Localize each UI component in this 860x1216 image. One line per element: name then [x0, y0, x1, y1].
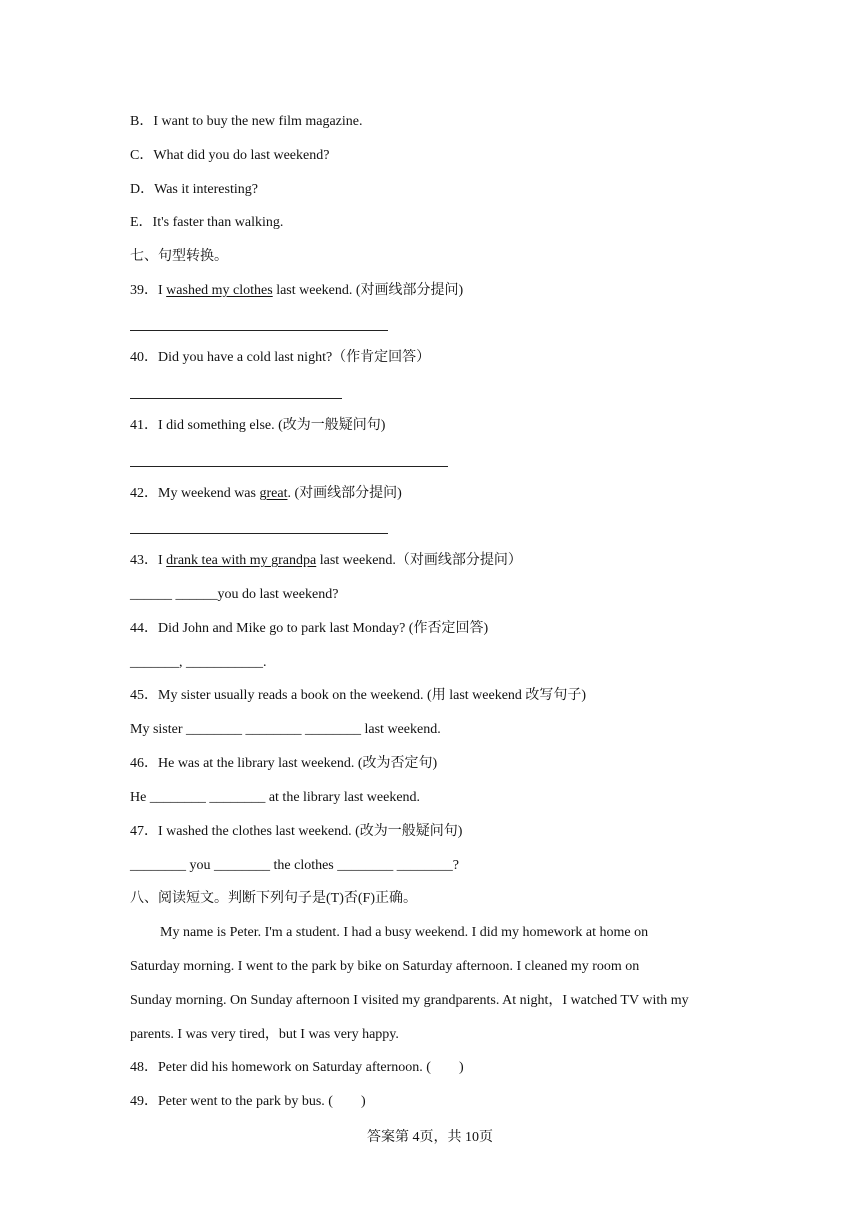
section-7-heading: 七、句型转换。 — [130, 249, 228, 264]
option-c: C．What did you do last weekend? — [130, 148, 330, 163]
q43-underlined: drank tea with my grandpa — [166, 553, 317, 568]
answer-46[interactable]: He ________ ________ at the library last weekend. — [130, 790, 421, 805]
question-45: 45．My sister usually reads a book on the weekend. (用 last weekend 改写句子) — [130, 688, 587, 703]
q43-text-post: last weekend.（对画线部分提问） — [316, 553, 522, 568]
question-41: 41．I did something else. (改为一般疑问句) — [130, 418, 386, 433]
q39-text-pre: 39．I — [130, 283, 167, 298]
answer-45[interactable]: My sister ________ ________ ________ last weekend. — [130, 722, 441, 737]
passage-line-4: parents. I was very tired，but I was very happy. — [130, 1027, 399, 1042]
answer-line-41[interactable] — [130, 466, 448, 467]
q43-text-pre: 43．I — [130, 553, 167, 568]
answer-line-40[interactable] — [130, 398, 342, 399]
question-49: 49．Peter went to the park by bus. ( ) — [130, 1094, 366, 1109]
question-43 — [130, 552, 522, 570]
option-e: E．It's faster than walking. — [130, 215, 284, 230]
question-48: 48．Peter did his homework on Saturday afternoon. ( ) — [130, 1060, 464, 1075]
answer-line-39[interactable] — [130, 330, 388, 331]
q42-underlined: great — [259, 486, 288, 501]
question-44: 44．Did John and Mike go to park last Monday? (作否定回答) — [130, 621, 489, 636]
passage-line-1: My name is Peter. I'm a student. I had a busy weekend. I did my homework at home on — [160, 925, 649, 940]
answer-47[interactable]: ________ you ________ the clothes ________ ________? — [130, 858, 459, 873]
question-40: 40．Did you have a cold last night?（作肯定回答） — [130, 350, 431, 365]
answer-line-42[interactable] — [130, 533, 388, 534]
q39-underlined: washed my clothes — [166, 283, 273, 298]
q42-text-post: . (对画线部分提问) — [287, 486, 402, 501]
option-d: D．Was it interesting? — [130, 182, 258, 197]
answer-43[interactable]: ______ ______you do last weekend? — [130, 587, 339, 602]
section-8-heading: 八、阅读短文。判断下列句子是(T)否(F)正确。 — [130, 891, 417, 906]
answer-44[interactable]: _______, ___________. — [130, 655, 267, 670]
question-47: 47．I washed the clothes last weekend. (改为一般疑问句) — [130, 824, 463, 839]
question-46: 46．He was at the library last weekend. (改为否定句) — [130, 756, 438, 771]
question-39 — [130, 282, 463, 300]
passage-line-3: Sunday morning. On Sunday afternoon I visited my grandparents. At night，I watched TV with my — [130, 993, 689, 1008]
q39-text-post: last weekend. (对画线部分提问) — [272, 283, 464, 298]
passage-line-2: Saturday morning. I went to the park by bike on Saturday afternoon. I cleaned my room on — [130, 959, 640, 974]
option-b: B．I want to buy the new film magazine. — [130, 114, 363, 129]
page-footer: 答案第 4页，共 10页 — [367, 1130, 493, 1145]
q42-text-pre: 42．My weekend was — [130, 486, 260, 501]
question-42 — [130, 485, 402, 503]
